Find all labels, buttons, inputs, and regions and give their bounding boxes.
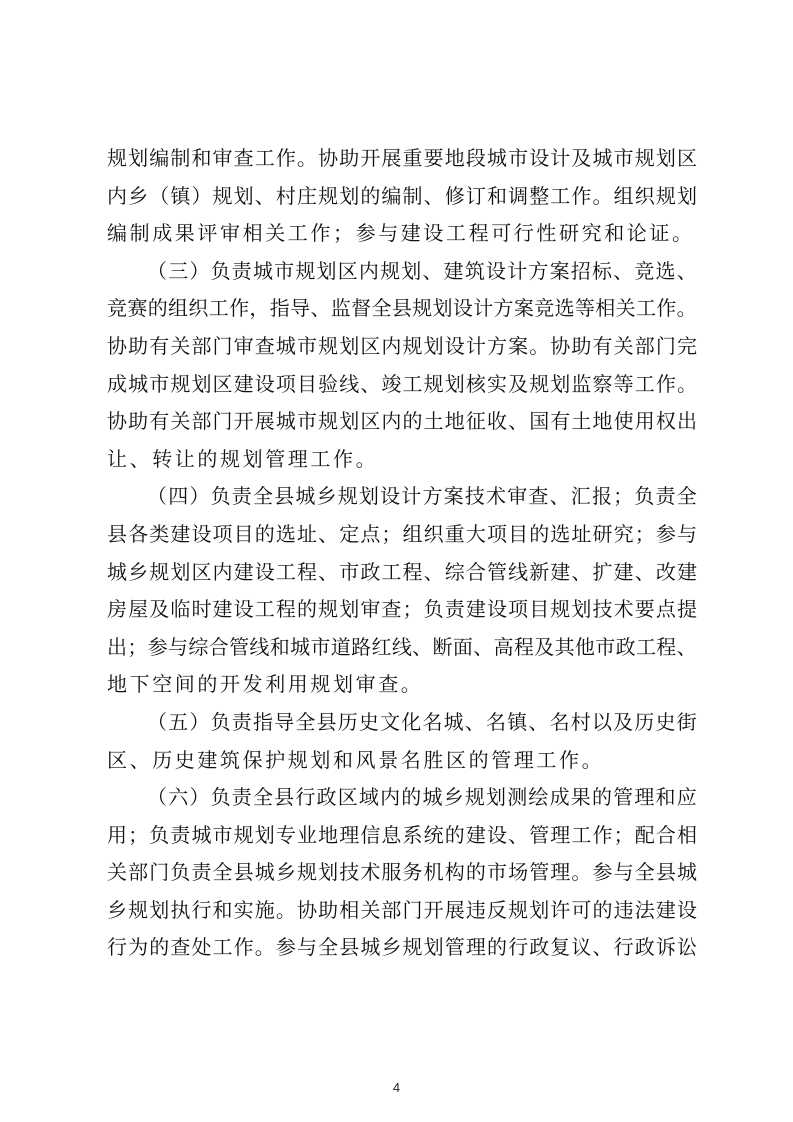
text-line: （ 五 ） 负 责 指 导 全 县 历 史 文 化 名 城 、 名 镇 、 名 村 以 及 历 史 街: [147, 709, 697, 734]
paragraph: [107, 779, 697, 967]
text-line: 县 各 类 建 设 项 目 的 选 址 、 定 点 ； 组 织 重 大 项 目 的 选 址 研 究 ； 参 与: [107, 521, 697, 546]
body-text: [107, 140, 697, 967]
text-line: 竞 赛 的 组 织 工 作 ， 指 导 、 监 督 全 县 规 划 设 计 方 案 竞 选 等 相 关 工 作 。: [107, 296, 697, 321]
text-line: 地下空间的开发利用规划审查。: [107, 672, 424, 697]
text-line: 用 ； 负 责 城 市 规 划 专 业 地 理 信 息 系 统 的 建 设 、 管 理 工 作 ； 配 合 相: [107, 822, 697, 847]
text-line: 行 为 的 查 处 工 作 。 参 与 全 县 城 乡 规 划 管 理 的 行 政 复 议 、 行 政 诉 讼: [107, 935, 697, 960]
text-line: 编制成果评审相关工作；参与建设工程可行性研究和论证。: [107, 221, 695, 246]
text-line: 协 助 有 关 部 门 开 展 城 市 规 划 区 内 的 土 地 征 收 、 国 有 土 地 使 用 权 出: [107, 409, 697, 434]
paragraph: [107, 253, 697, 479]
text-line: 让、转让的规划管理工作。: [107, 446, 379, 471]
text-line: 城 乡 规 划 区 内 建 设 工 程 、 市 政 工 程 、 综 合 管 线 新 建 、 扩 建 、 改 建: [107, 559, 697, 584]
page-number: 4: [392, 1080, 401, 1095]
text-line: （ 六 ） 负 责 全 县 行 政 区 域 内 的 城 乡 规 划 测 绘 成 果 的 管 理 和 应: [147, 785, 697, 810]
text-line: 成 城 市 规 划 区 建 设 项 目 验 线 、 竣 工 规 划 核 实 及 规 划 监 察 等 工 作 。: [107, 371, 697, 396]
text-line: 出 ； 参 与 综 合 管 线 和 城 市 道 路 红 线 、 断 面 、 高 程 及 其 他 市 政 工 程 、: [107, 634, 697, 659]
paragraph: [107, 140, 697, 253]
text-line: 乡 规 划 执 行 和 实 施 。 协 助 相 关 部 门 开 展 违 反 规 划 许 可 的 违 法 建 设: [107, 897, 697, 922]
text-line: 协 助 有 关 部 门 审 查 城 市 规 划 区 内 规 划 设 计 方 案 。 协 助 有 关 部 门 完: [107, 333, 697, 358]
text-line: 关 部 门 负 责 全 县 城 乡 规 划 技 术 服 务 机 构 的 市 场 管 理 。 参 与 全 县 城: [107, 860, 697, 885]
paragraph: [107, 704, 697, 779]
text-line: 房 屋 及 临 时 建 设 工 程 的 规 划 审 查 ； 负 责 建 设 项 目 规 划 技 术 要 点 提: [107, 597, 697, 622]
text-line: （ 三 ） 负 责 城 市 规 划 区 内 规 划 、 建 筑 设 计 方 案 招 标 、 竞 选 、: [147, 258, 697, 283]
text-line: （ 四 ） 负 责 全 县 城 乡 规 划 设 计 方 案 技 术 审 查 、 汇 报 ； 负 责 全: [147, 484, 697, 509]
paragraph: [107, 478, 697, 704]
text-line: 内 乡 （ 镇 ） 规 划 、 村 庄 规 划 的 编 制 、 修 订 和 调 整 工 作 。 组 织 规 划: [107, 183, 697, 208]
text-line: 区、历史建筑保护规划和风景名胜区的管理工作。: [107, 747, 605, 772]
text-line: 规 划 编 制 和 审 查 工 作 。 协 助 开 展 重 要 地 段 城 市 设 计 及 城 市 规 划 区: [107, 146, 697, 170]
